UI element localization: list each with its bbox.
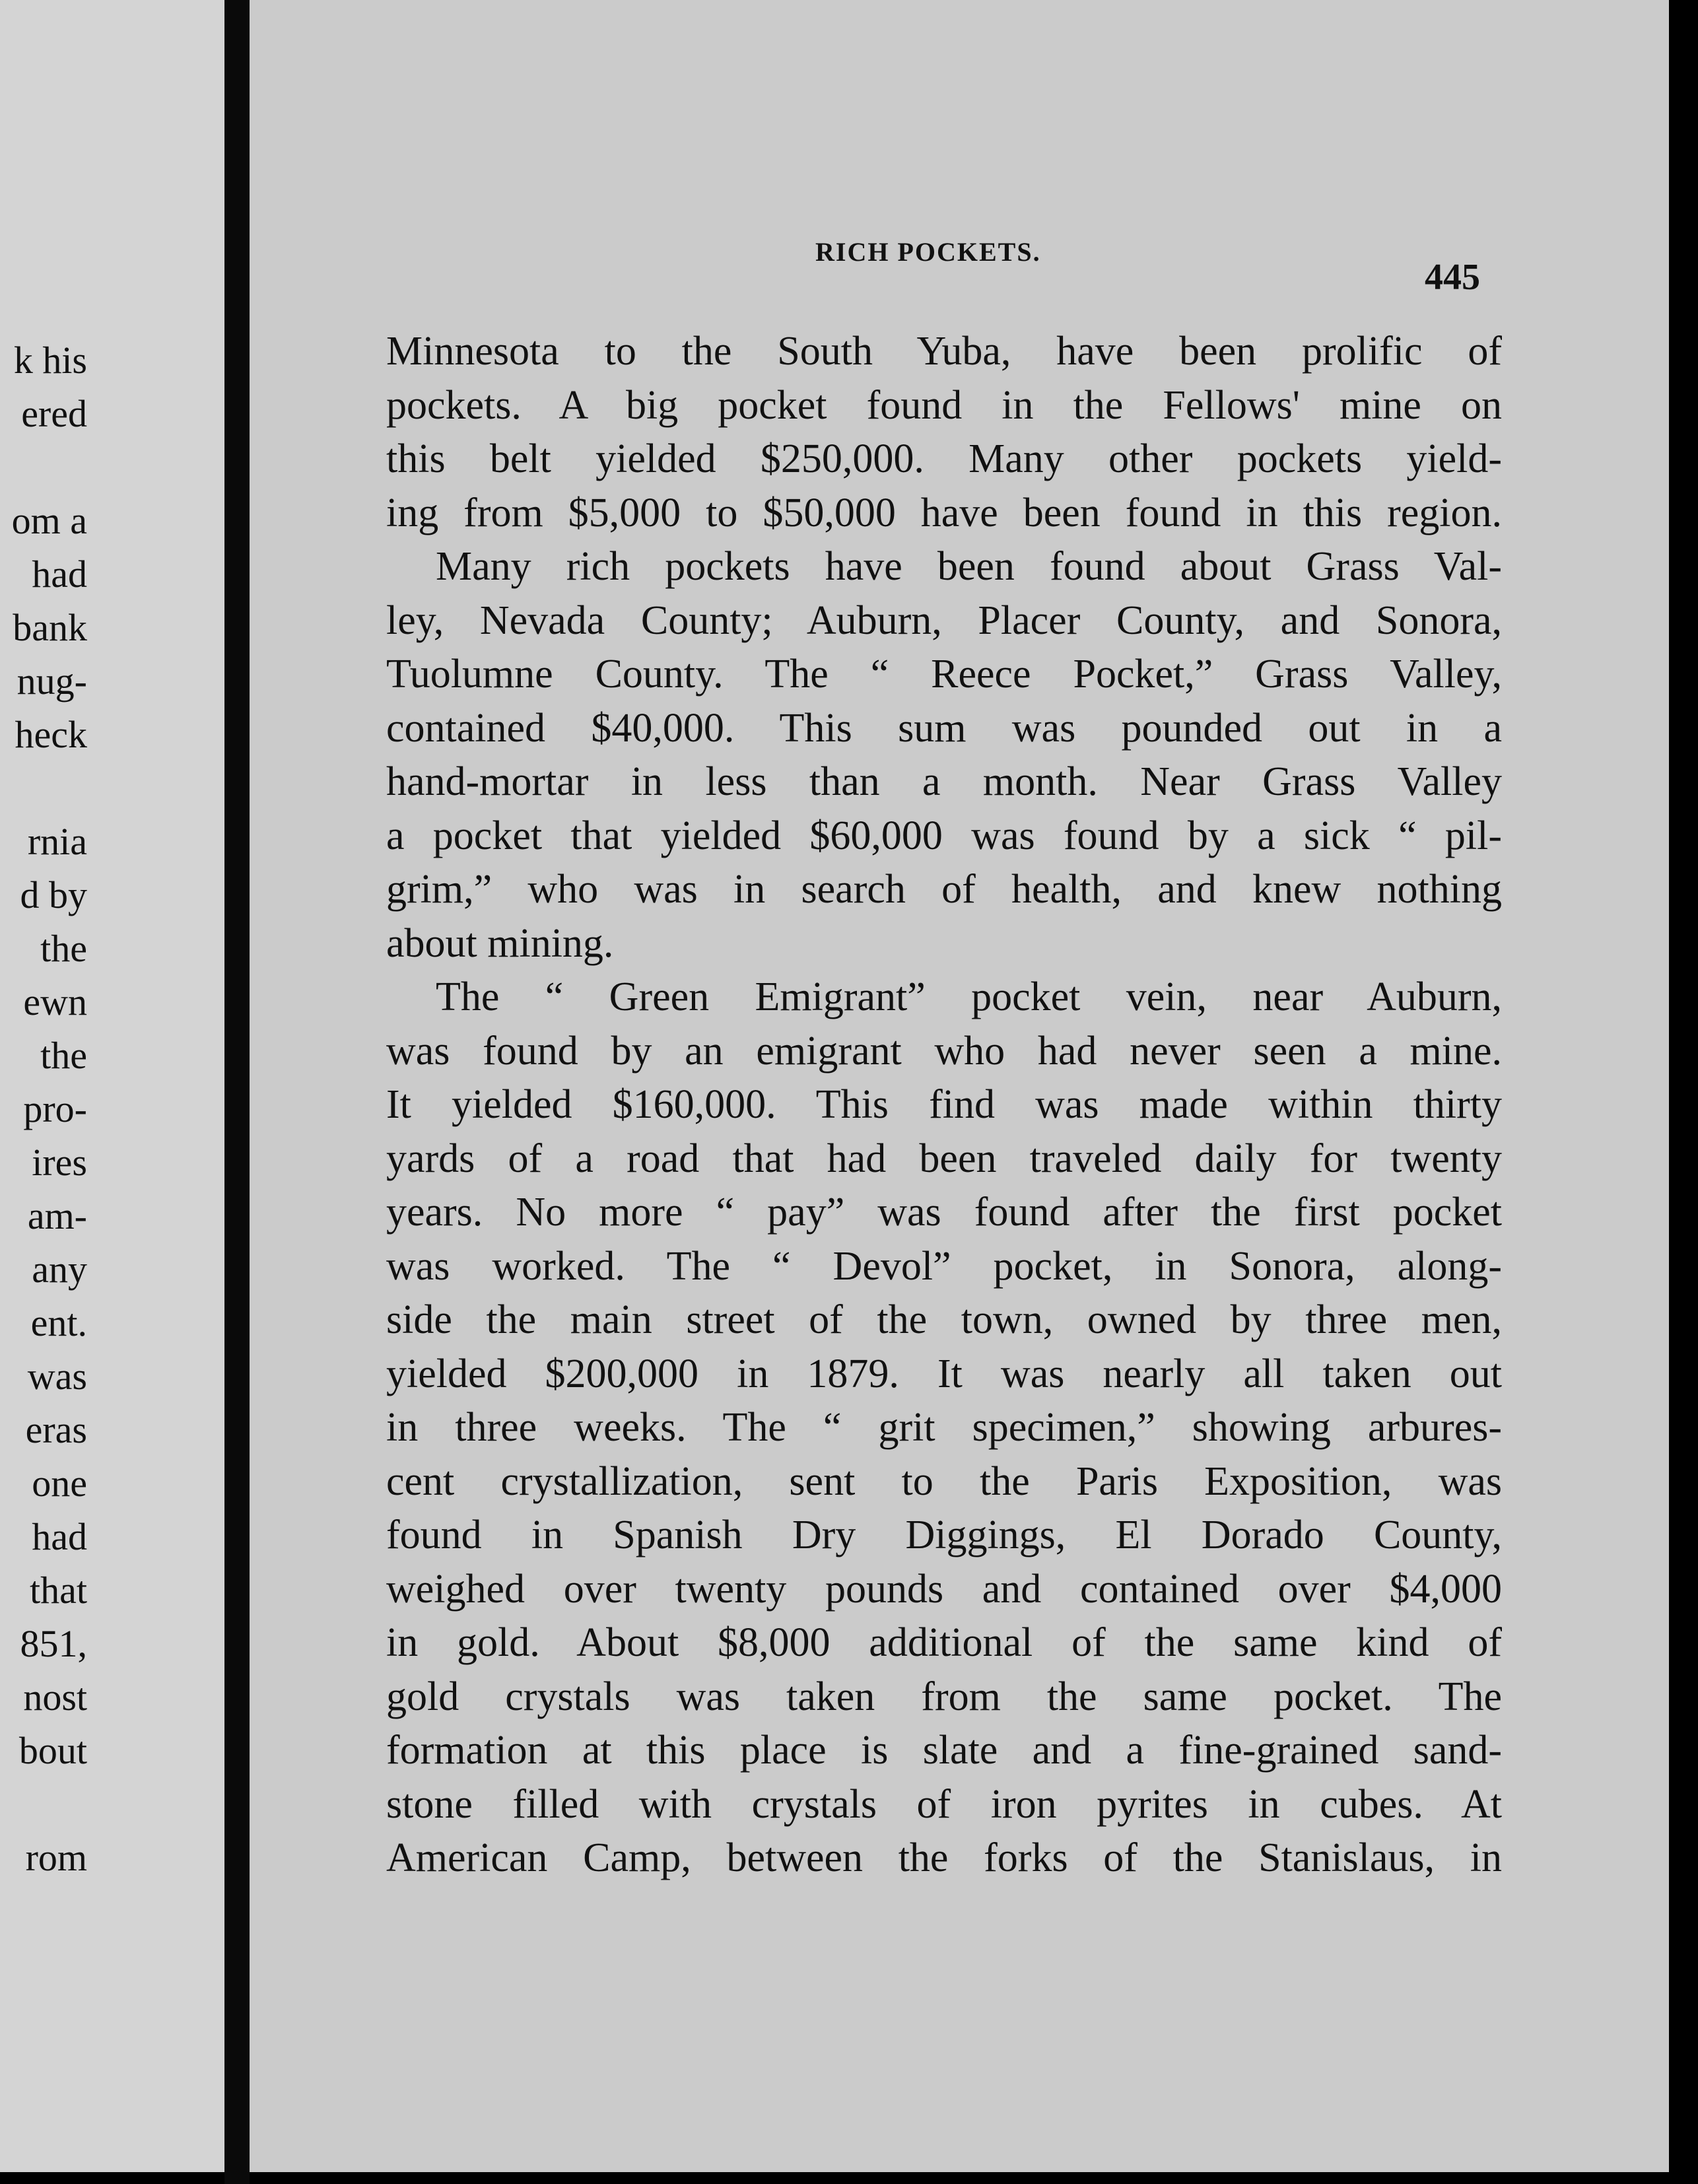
text-line: It yielded $160,000. This find was made within thirty [386,1082,1502,1127]
left-page-line: had [32,1515,87,1558]
body-text [386,325,1502,1886]
text-line: hand-mortar in less than a month. Near Grass Valley [386,759,1502,804]
left-page-text [0,333,87,1884]
left-page-line: one [32,1462,87,1505]
text-line: pockets. A big pocket found in the Fellows' mine on [386,382,1502,428]
text-line: side the main street of the town, owned by three men, [386,1297,1502,1342]
left-page-line: rnia [27,820,87,863]
text-line: Tuolumne County. The “ Reece Pocket,” Grass Valley, [386,652,1502,697]
text-line: found in Spanish Dry Diggings, El Dorado County, [386,1513,1502,1557]
left-page-line: bout [18,1729,87,1772]
left-page-line: that [30,1569,87,1612]
text-line: a pocket that yielded $60,000 was found by a sick “ pil- [386,813,1502,858]
text-line: grim,” who was in search of health, and knew nothing [386,867,1502,912]
left-page-line: eras [25,1408,87,1451]
left-page-line: the [40,927,87,970]
text-line: The “ Green Emigrant” pocket vein, near Auburn, [436,974,1502,1019]
left-page-line: 851, [20,1622,87,1665]
text-line: yards of a road that had been traveled daily for twenty [386,1136,1502,1181]
text-line: formation at this place is slate and a fine-grained sand- [386,1728,1502,1773]
left-page-line: any [32,1248,87,1291]
left-page-line: ent. [30,1301,87,1344]
left-page-line: pro- [23,1087,87,1130]
book-gutter [224,0,250,2184]
left-page [0,0,224,2172]
left-page-line: had [32,553,87,596]
text-line: ley, Nevada County; Auburn, Placer County, and Sonora, [386,597,1502,643]
left-page-line: om a [11,499,87,542]
left-page-line: ires [32,1141,87,1184]
left-page-line: was [27,1355,87,1398]
left-page-line: heck [15,713,87,756]
left-page-line: d by [20,873,87,916]
text-line: ing from $5,000 to $50,000 have been found in this region. [386,490,1502,535]
running-head: RICH POCKETS. [815,237,1041,267]
left-page-line [0,440,87,494]
text-line: was found by an emigrant who had never seen a mine. [386,1028,1502,1074]
left-page-line [0,1777,87,1831]
left-page-line [0,761,87,815]
left-page-line: ered [21,392,87,435]
left-page-line: rom [25,1836,87,1879]
text-line: cent crystallization, sent to the Paris Exposition, was [386,1458,1502,1504]
text-line: in three weeks. The “ grit specimen,” showing arbures- [386,1405,1502,1450]
text-line: weighed over twenty pounds and contained over $4,000 [386,1566,1502,1612]
left-page-line: bank [13,606,87,649]
left-page-line: the [40,1034,87,1077]
text-line: years. No more “ pay” was found after the first pocket [386,1190,1502,1235]
page-edge-shadow [1669,0,1698,2184]
text-line: gold crystals was taken from the same pocket. The [386,1674,1502,1719]
text-line: stone filled with crystals of iron pyrites in cubes. At [386,1781,1502,1827]
left-page-line: k his [13,339,87,382]
text-line: in gold. About $8,000 additional of the same kind of [386,1620,1502,1665]
text-line: yielded $200,000 in 1879. It was nearly all taken out [386,1351,1502,1396]
left-page-line: nost [23,1676,87,1719]
text-line: American Camp, between the forks of the Stanislaus, in [386,1835,1502,1880]
text-line: about mining. [386,920,614,966]
page-number: 445 [1425,257,1480,298]
text-line: was worked. The “ Devol” pocket, in Sonora, along- [386,1243,1502,1289]
left-page-line: am- [27,1194,87,1237]
text-line: Minnesota to the South Yuba, have been prolific of [386,329,1502,374]
text-line: contained $40,000. This sum was pounded out in a [386,705,1502,751]
text-line: this belt yielded $250,000. Many other pockets yield- [386,436,1502,481]
left-page-line: nug- [17,660,87,702]
left-page-line: ewn [23,980,87,1023]
text-line: Many rich pockets have been found about Grass Val- [436,544,1502,589]
